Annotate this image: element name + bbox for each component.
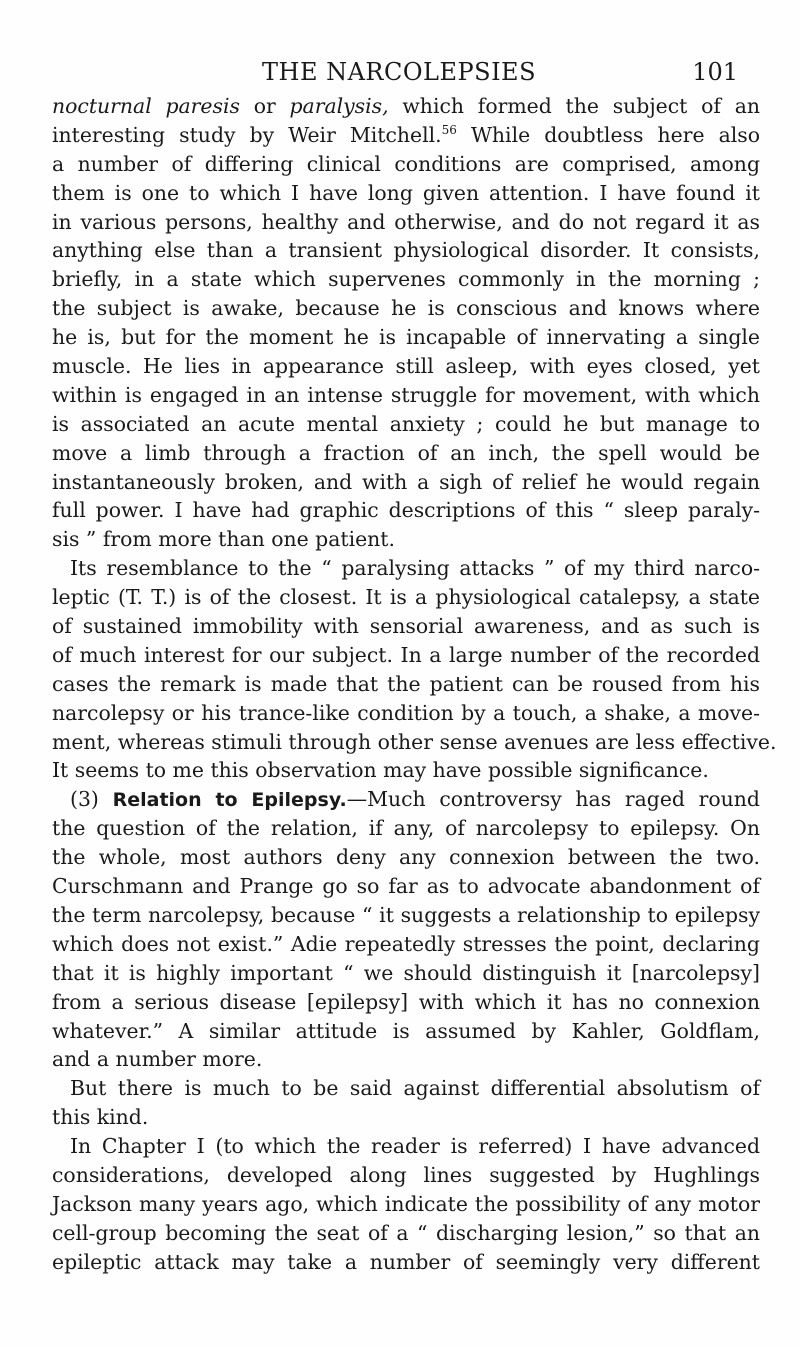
text-line: leptic (T. T.) is of the closest. It is a physiological catalepsy, a state	[52, 585, 760, 610]
italic-term: paralysis,	[289, 94, 389, 118]
text-line: whatever.” A similar attitude is assumed by Kahler, Goldflam,	[52, 1018, 760, 1043]
text-span: —Much controversy has raged round	[346, 787, 760, 812]
section-number: (3)	[70, 787, 113, 812]
italic-term: nocturnal paresis	[52, 94, 240, 118]
text-line	[52, 92, 760, 121]
text-line: of much interest for our subject. In a large number of the recorded	[52, 642, 760, 667]
text-line: sis ” from more than one patient.	[52, 527, 395, 552]
text-line: Curschmann and Prange go so far as to advocate abandonment of	[52, 874, 760, 899]
text-span: which formed the subject of an	[388, 94, 760, 118]
text-line: In Chapter I (to which the reader is referred) I have advanced	[70, 1134, 760, 1159]
text-line: full power. I have had graphic descriptions of this “ sleep paraly-	[52, 498, 760, 523]
text-line: considerations, developed along lines suggested by Hughlings	[52, 1162, 760, 1187]
text-line: cell-group becoming the seat of a “ discharging lesion,” so that an	[52, 1220, 760, 1245]
text-line: this kind.	[52, 1105, 149, 1130]
text-line: them is one to which I have long given attention. I have found it	[52, 180, 760, 205]
text-line: muscle. He lies in appearance still asleep, with eyes closed, yet	[52, 354, 760, 379]
text-line: that it is highly important “ we should distinguish it [narcolepsy]	[52, 960, 760, 985]
text-span: or	[239, 94, 290, 118]
text-line: within is engaged in an intense struggle for movement, with which	[52, 382, 760, 407]
running-head-title: THE NARCOLEPSIES	[262, 58, 537, 86]
text-line: But there is much to be said against differential absolutism of	[70, 1076, 760, 1101]
text-span: interesting study by Weir Mitchell.	[52, 122, 442, 147]
text-line: the term narcolepsy, because “ it suggests a relationship to epilepsy	[52, 902, 760, 927]
text-line: in various persons, healthy and otherwise, and do not regard it as	[52, 209, 760, 234]
section-heading-line	[52, 785, 760, 814]
text-line	[52, 121, 760, 150]
text-line: which does not exist.” Adie repeatedly stresses the point, declaring	[52, 931, 760, 956]
text-line: the whole, most authors deny any connexion between the two.	[52, 845, 760, 870]
text-line: move a limb through a fraction of an inch, the spell would be	[52, 440, 760, 465]
body-text	[52, 92, 777, 1277]
text-line: briefly, in a state which supervenes commonly in the morning ;	[52, 267, 760, 292]
text-line: Jackson many years ago, which indicate the possibility of any motor	[52, 1191, 760, 1216]
text-line: It seems to me this observation may have possible significance.	[52, 758, 709, 783]
text-line: the subject is awake, because he is conscious and knows where	[52, 296, 760, 321]
page-number: 101	[692, 58, 738, 86]
text-line: the question of the relation, if any, of narcolepsy to epilepsy. On	[52, 816, 760, 841]
text-line: is associated an acute mental anxiety ; could he but manage to	[52, 411, 760, 436]
text-line: cases the remark is made that the patient can be roused from his	[52, 671, 760, 696]
text-line: ment, whereas stimuli through other sense avenues are less effective.	[52, 729, 777, 754]
text-line: anything else than a transient physiological disorder. It consists,	[52, 238, 760, 263]
text-line: Its resemblance to the “ paralysing attacks ” of my third narco-	[70, 556, 760, 581]
text-line: from a serious disease [epilepsy] with which it has no connexion	[52, 989, 760, 1014]
footnote-ref: 56	[441, 123, 457, 138]
text-span: While doubtless here also	[456, 122, 760, 147]
text-line: he is, but for the moment he is incapable of innervating a single	[52, 325, 760, 350]
section-heading: Relation to Epilepsy.	[112, 789, 347, 812]
text-line: epileptic attack may take a number of seemingly very different	[52, 1249, 760, 1274]
text-line: a number of differing clinical conditions are comprised, among	[52, 151, 760, 176]
text-line: instantaneously broken, and with a sigh of relief he would regain	[52, 469, 760, 494]
text-line: of sustained immobility with sensorial awareness, and as such is	[52, 614, 760, 639]
running-header	[0, 58, 800, 88]
text-line: narcolepsy or his trance-like condition by a touch, a shake, a move-	[52, 700, 760, 725]
text-line: and a number more.	[52, 1047, 263, 1072]
